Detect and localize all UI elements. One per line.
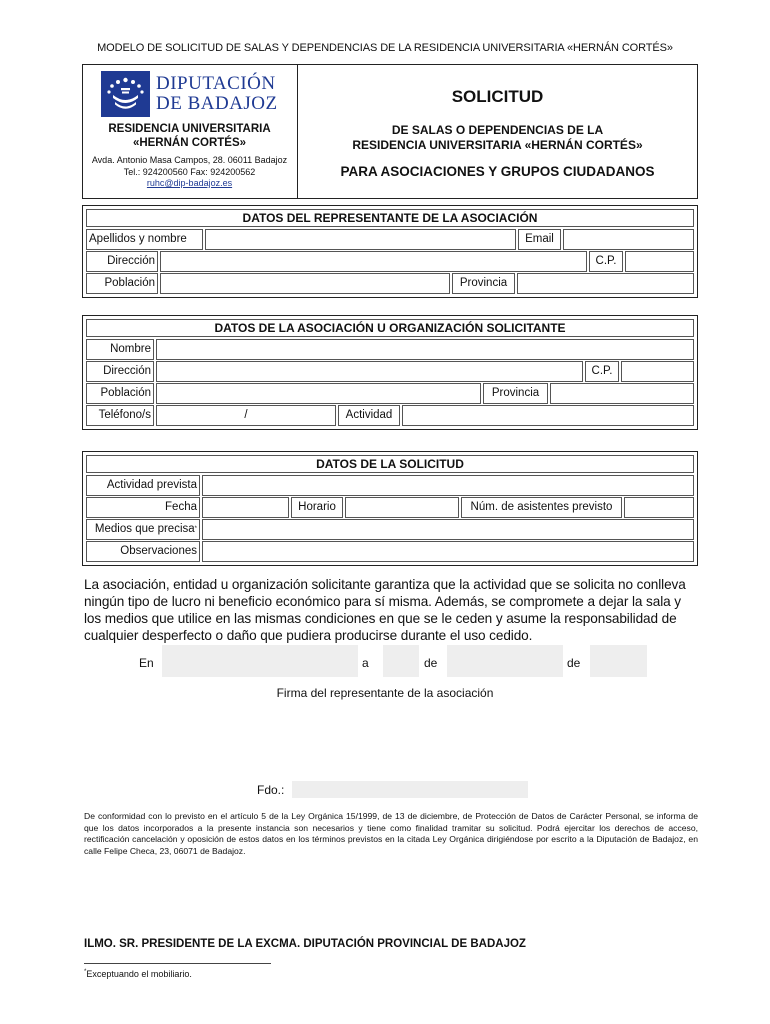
residence-name-line-2: «HERNÁN CORTÉS» [132,137,247,149]
request-row-activity [86,475,694,496]
schedule-label: Horario [291,497,343,518]
place-de-label-2: de [567,656,581,670]
rep-town-field[interactable] [160,273,450,294]
request-row-date [86,497,694,518]
representative-section [82,205,698,298]
rep-address-label: Dirección [86,251,158,272]
means-label-text: Medios que precisa [94,523,195,535]
residence-name-line-1: RESIDENCIA UNIVERSITARIA [108,123,271,135]
planned-activity-label: Actividad prevista [86,475,200,496]
declaration-text: La asociación, entidad u organización solicitante garantiza que la actividad que se solicita no conlleva ningún tipo de lucro ni beneficio económico para sí misma. Además, se compromete a dejar la sala y los medios que utilice en las mismas condiciones en que se le ceden y asume la responsabilidad de cualquier desperfecto o daño que pudiera producirse durante el uso cedido. [84,577,686,643]
rep-zip-field[interactable] [625,251,694,272]
residence-name [83,122,296,150]
place-a-label: a [362,656,369,670]
rep-email-label: Email [518,229,561,250]
rep-address-field[interactable] [160,251,587,272]
request-heading: DATOS DE LA SOLICITUD [86,455,694,473]
place-date-row [0,645,770,677]
representative-row-town [86,273,694,294]
rep-province-field[interactable] [517,273,694,294]
means-field[interactable] [202,519,694,540]
form-subtitle-line-1: DE SALAS O DEPENDENCIAS DE LA [391,123,604,137]
assoc-phone-label: Teléfono/s [86,405,154,426]
form-subtitle [298,123,697,153]
representative-row-name [86,229,694,250]
form-title: SOLICITUD [451,87,544,106]
logo-line-2: DE BADAJOZ [156,93,278,114]
footnote-divider [84,963,271,964]
attendees-field[interactable] [624,497,694,518]
association-row-name [86,339,694,360]
rep-province-label: Provincia [452,273,515,294]
observations-field[interactable] [202,541,694,562]
assoc-address-field[interactable] [156,361,583,382]
planned-activity-field[interactable] [202,475,694,496]
rep-town-label: Población [86,273,158,294]
data-protection-notice: De conformidad con lo previsto en el artículo 5 de la Ley Orgánica 15/1999, de 13 de diciembre, de Protección de Datos de Carácter Personal, se informa de que los datos incorporados a la presente instancia son necesarios y tiene como finalidad tramitar su solicitud. Podrá ejercitar los derechos de acceso, rectificación cancelación y oposición de estos datos en los términos previstos en la citada Ley Orgánica dirigiéndose por escrito a la Diputación de Badajoz, en calle Felipe Checa, 23, 06071 de Badajoz. [84,811,698,857]
schedule-field[interactable] [345,497,459,518]
header-box [82,64,698,199]
institution-panel [83,65,298,198]
rep-name-field[interactable] [205,229,516,250]
date-label: Fecha [86,497,200,518]
representative-row-address [86,251,694,272]
place-en-label: En [139,656,154,670]
form-subtitle-line-2: RESIDENCIA UNIVERSITARIA «HERNÁN CORTÉS» [352,138,643,152]
request-section [82,451,698,566]
diputacion-logo [101,71,278,117]
means-label [86,519,200,540]
association-row-address [86,361,694,382]
title-panel [298,65,697,198]
assoc-address-label: Dirección [86,361,154,382]
attendees-label: Núm. de asistentes previsto [461,497,622,518]
residence-email-link[interactable]: ruhc@dip-badajoz.es [146,178,233,188]
month-field[interactable] [447,645,563,677]
assoc-activity-label: Actividad [338,405,400,426]
footnote-text: Exceptuando el mobiliario. [86,969,192,979]
place-field[interactable] [162,645,358,677]
assoc-province-field[interactable] [550,383,694,404]
date-field[interactable] [202,497,289,518]
assoc-province-label: Provincia [483,383,548,404]
assoc-zip-label: C.P. [585,361,619,382]
means-footnote-mark: * [194,526,197,532]
assoc-activity-field[interactable] [402,405,694,426]
residence-contact [83,155,296,190]
rep-zip-label: C.P. [589,251,623,272]
association-heading: DATOS DE LA ASOCIACIÓN U ORGANIZACIÓN SOLICITANTE [86,319,694,337]
logo-wordmark [156,74,278,114]
association-row-phone [86,405,694,426]
signer-name-field[interactable] [292,781,528,798]
assoc-name-label: Nombre [86,339,154,360]
request-row-means [86,519,694,540]
request-row-observations [86,541,694,562]
assoc-phone-field[interactable] [156,405,336,426]
residence-phone: Tel.: 924200560 Fax: 924200562 [123,166,256,177]
residence-address: Avda. Antonio Masa Campos, 28. 06011 Badajoz [91,155,288,165]
association-row-town [86,383,694,404]
addressee: ILMO. SR. PRESIDENTE DE LA EXCMA. DIPUTACIÓN PROVINCIAL DE BADAJOZ [84,938,526,950]
place-de-label-1: de [424,656,438,670]
representative-heading: DATOS DEL REPRESENTANTE DE LA ASOCIACIÓN [86,209,694,227]
logo-line-1: DIPUTACIÓN [156,73,276,94]
phone-separator: / [244,409,248,421]
day-field[interactable] [383,645,419,677]
observations-label: Observaciones [86,541,200,562]
assoc-zip-field[interactable] [621,361,694,382]
year-field[interactable] [590,645,647,677]
assoc-town-field[interactable] [156,383,481,404]
rep-name-label: Apellidos y nombre [86,229,203,250]
rep-email-field[interactable] [563,229,694,250]
footnote-mark: * [84,969,87,975]
fdo-label: Fdo.: [257,783,285,797]
signature-label: Firma del representante de la asociación [276,686,494,700]
assoc-town-label: Población [86,383,154,404]
document-title: MODELO DE SOLICITUD DE SALAS Y DEPENDENCIAS DE LA RESIDENCIA UNIVERSITARIA «HERNÁN CORTÉS» [97,42,673,54]
assoc-name-field[interactable] [156,339,694,360]
footnote [84,969,192,979]
diputacion-emblem-icon [101,71,150,117]
association-section [82,315,698,430]
form-audience: PARA ASOCIACIONES Y GRUPOS CIUDADANOS [340,164,655,179]
